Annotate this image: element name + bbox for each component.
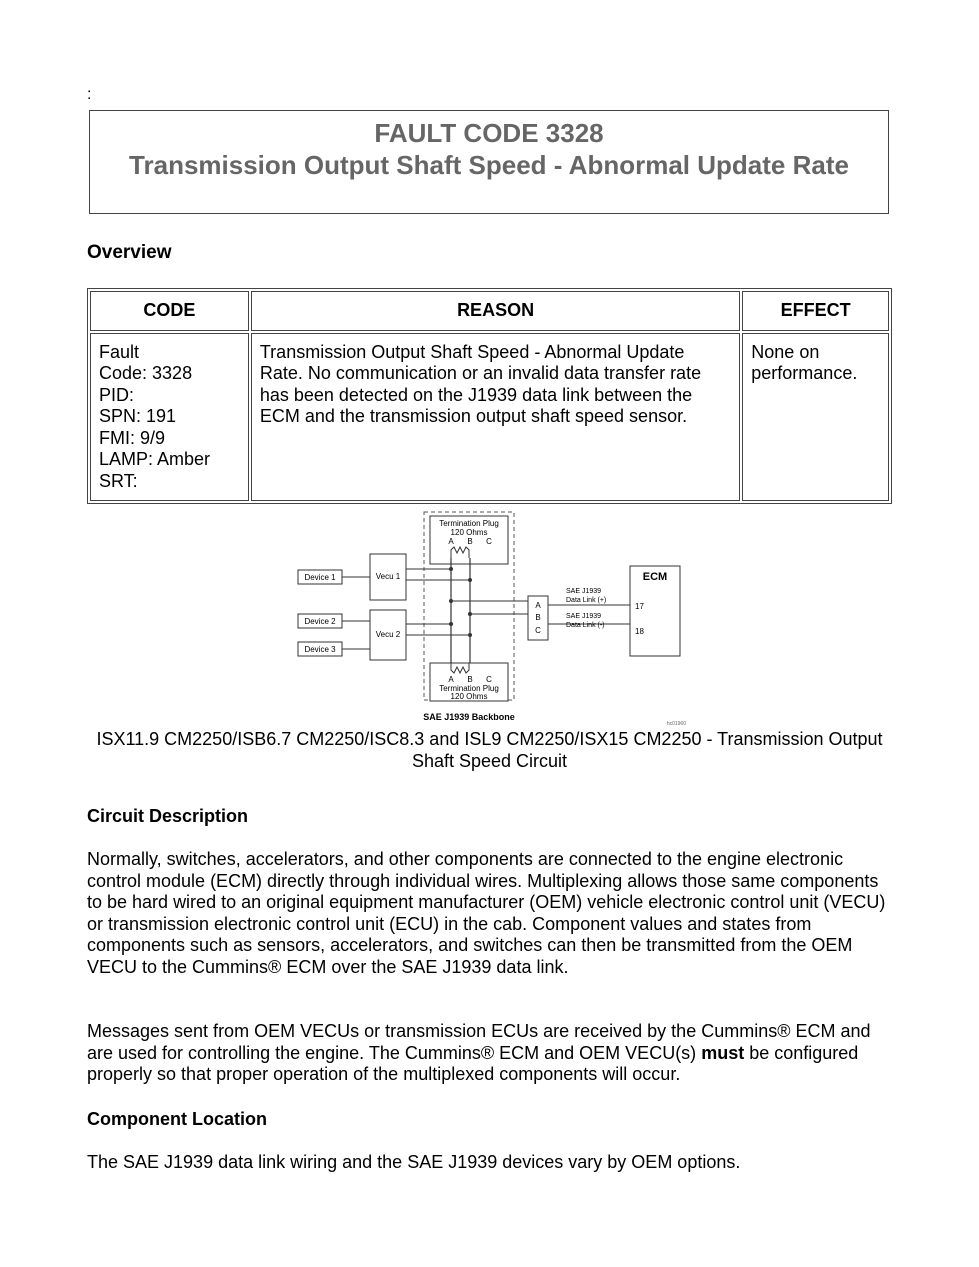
table-header-row: [90, 291, 889, 331]
code-line-code: Code: 3328: [99, 363, 193, 383]
code-line-srt: SRT:: [99, 470, 138, 491]
code-line-pid: PID:: [99, 384, 135, 405]
term-bot-pin-c: C: [486, 675, 492, 684]
component-location-heading: Component Location: [87, 1109, 267, 1129]
junction-dot: [468, 578, 472, 582]
junction-dot: [468, 633, 472, 637]
device-1-label: Device 1: [304, 573, 336, 582]
paragraph-2-emphasis: must: [701, 1042, 745, 1063]
term-top-pin-a: A: [448, 537, 454, 546]
leading-colon: :: [87, 86, 92, 103]
circuit-description-paragraph-1: Normally, switches, accelerators, and other components are connected to the engine electronic control module (ECM) directly through individual wires. Multiplexing allows those same components to be hard wired to an original equipment manufacturer (OEM) vehicle electronic control unit (VECU) or transmission electronic control unit (ECU) in the cab. Component values and states from components such as sensors, accelerators, and switches can then be transmitted from the OEM VECU to the Cummins® ECM over the SAE J1939 data link.: [87, 849, 886, 977]
term-bot-pin-b: B: [467, 675, 473, 684]
fault-code-title: FAULT CODE 3328: [374, 118, 604, 148]
junction-dot: [449, 599, 453, 603]
header-reason: REASON: [251, 291, 740, 331]
vecu-2-label: Vecu 2: [375, 630, 401, 639]
overview-heading: Overview: [87, 242, 172, 263]
code-line-fmi: FMI: 9/9: [99, 427, 166, 448]
title-box: [89, 110, 889, 214]
circuit-description-paragraph-2: [87, 1021, 897, 1086]
term-top-pin-b: B: [467, 537, 473, 546]
junction-dot: [449, 622, 453, 626]
figure-caption: ISX11.9 CM2250/ISB6.7 CM2250/ISC8.3 and ISL9 CM2250/ISX15 CM2250 - Transmission Output Shaft Speed Circuit: [96, 729, 883, 771]
connector-pin-a: A: [535, 601, 541, 610]
code-cell: [90, 333, 249, 502]
term-top-label-1: Termination Plug: [439, 519, 499, 528]
data-link-minus-label-1: SAE J1939: [566, 613, 602, 620]
vecu-1-label: Vecu 1: [375, 572, 401, 581]
backbone-label: SAE J1939 Backbone: [423, 712, 515, 722]
code-line-spn: SPN: 191: [99, 406, 177, 426]
ecm-pin-17: 17: [635, 602, 644, 611]
data-link-minus-label-2: Data Link (-): [566, 622, 605, 629]
connector-pin-b: B: [535, 613, 541, 622]
paragraph-2-text-b: be configured properly so that proper operation of the multiplexed components will occur.: [87, 1042, 859, 1085]
ecm-pin-18: 18: [635, 627, 644, 636]
reason-cell: Transmission Output Shaft Speed - Abnormal Update Rate. No communication or an invalid data transfer rate has been detected on the J1939 data link between the ECM and the transmission output shaft speed sensor.: [251, 333, 740, 502]
term-bot-label-1: Termination Plug: [439, 684, 499, 693]
header-code: CODE: [90, 291, 249, 331]
term-top-pin-c: C: [486, 537, 492, 546]
junction-dot: [449, 567, 453, 571]
header-effect: EFFECT: [742, 291, 889, 331]
fault-code-subtitle: Transmission Output Shaft Speed - Abnormal Update Rate: [129, 150, 849, 180]
junction-dot: [468, 612, 472, 616]
connector-pin-c: C: [535, 626, 541, 635]
term-bot-pin-a: A: [448, 675, 454, 684]
data-link-plus-label-1: SAE J1939: [566, 588, 602, 595]
table-row: [90, 333, 889, 502]
figure-id: hc01960: [666, 721, 686, 727]
circuit-diagram: [290, 508, 700, 728]
circuit-description-heading: Circuit Description: [87, 806, 249, 826]
device-2-label: Device 2: [304, 617, 336, 626]
ecm-label: ECM: [642, 571, 668, 583]
data-link-plus-label-2: Data Link (+): [566, 597, 607, 604]
code-line-lamp: LAMP: Amber: [99, 449, 211, 469]
effect-cell: None on performance.: [742, 333, 889, 502]
device-3-label: Device 3: [304, 645, 336, 654]
paragraph-2-text-a: Messages sent from OEM VECUs or transmission ECUs are received by the Cummins® ECM and are used for controlling the engine. The Cummins® ECM and OEM VECU(s): [87, 1021, 871, 1063]
term-top-label-2: 120 Ohms: [450, 528, 488, 537]
term-bot-label-2: 120 Ohms: [450, 692, 488, 701]
code-line-fault: Fault: [99, 341, 140, 362]
fault-code-table: [87, 288, 892, 504]
component-location-paragraph: The SAE J1939 data link wiring and the SAE J1939 devices vary by OEM options.: [87, 1152, 741, 1172]
